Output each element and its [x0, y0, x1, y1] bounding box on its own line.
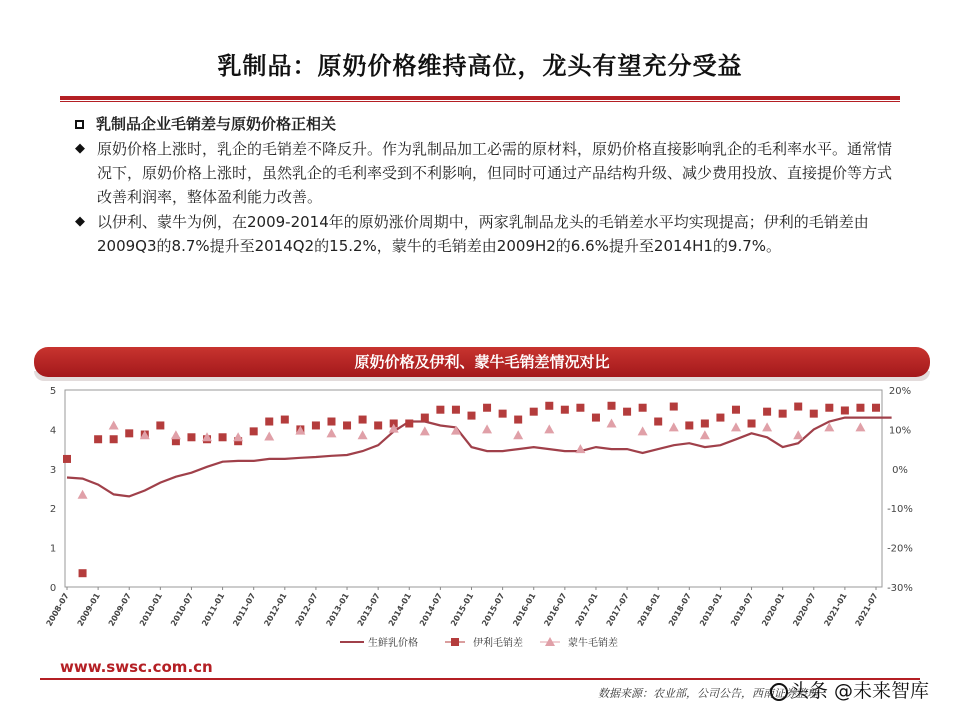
point-yili: [763, 408, 771, 416]
legend-swatch-square: [451, 638, 459, 646]
point-mengniu: [420, 426, 430, 435]
point-yili: [452, 406, 460, 414]
point-yili: [576, 404, 584, 412]
left-tick-label: 3: [49, 464, 57, 476]
title-underline-thin: [60, 101, 900, 102]
right-tick-label: 20%: [888, 386, 912, 397]
x-tick-label: 2008-07: [44, 591, 71, 628]
right-tick-label: -20%: [887, 543, 913, 555]
point-yili: [592, 414, 600, 422]
diamond-bullet-icon: ◆: [75, 214, 85, 229]
point-yili: [436, 406, 444, 414]
point-yili: [794, 403, 802, 411]
point-mengniu: [544, 424, 554, 433]
x-tick-label: 2021-01: [822, 591, 849, 628]
point-yili: [468, 412, 476, 420]
point-mengniu: [482, 424, 492, 433]
point-yili: [639, 404, 647, 412]
x-tick-label: 2015-01: [449, 591, 476, 628]
chart-banner: 原奶价格及伊利、蒙牛毛销差情况对比: [34, 347, 930, 377]
square-bullet-icon: [75, 120, 84, 129]
point-mengniu: [78, 490, 88, 499]
point-yili: [701, 419, 709, 427]
legend-label: 生鲜乳价格: [368, 638, 418, 649]
point-yili: [374, 421, 382, 429]
x-tick-label: 2021-07: [853, 591, 880, 628]
x-tick-label: 2020-07: [791, 591, 818, 628]
point-mengniu: [358, 430, 368, 439]
point-mengniu: [607, 418, 617, 427]
x-tick-label: 2018-07: [666, 591, 694, 628]
x-tick-label: 2010-01: [137, 591, 165, 628]
point-mengniu: [638, 426, 648, 435]
point-yili: [94, 435, 102, 443]
right-tick-label: -30%: [887, 583, 913, 594]
x-tick-label: 2010-07: [169, 591, 196, 628]
point-yili: [219, 433, 227, 441]
point-yili: [265, 418, 273, 426]
point-yili: [825, 404, 833, 412]
x-tick-label: 2011-07: [231, 591, 258, 628]
point-mengniu: [669, 422, 679, 431]
point-yili: [530, 408, 538, 416]
left-tick-label: 2: [49, 504, 57, 516]
point-yili: [856, 404, 864, 412]
left-tick-label: 5: [49, 386, 57, 397]
subtitle: 乳制品企业毛销差与原奶价格正相关: [96, 115, 337, 133]
point-mengniu: [793, 430, 803, 439]
x-tick-label: 2018-01: [635, 591, 662, 628]
x-tick-label: 2015-07: [480, 591, 507, 628]
point-mengniu: [171, 430, 181, 439]
point-yili: [810, 410, 818, 418]
point-yili: [187, 433, 195, 441]
x-tick-label: 2012-07: [293, 591, 320, 628]
point-yili: [623, 408, 631, 416]
content-block: [75, 112, 905, 258]
right-tick-label: -10%: [887, 504, 913, 516]
right-tick-label: 10%: [888, 425, 912, 437]
point-yili: [125, 429, 133, 437]
point-yili: [359, 416, 367, 424]
point-yili: [872, 404, 880, 412]
footer-url[interactable]: www.swsc.com.cn: [60, 658, 213, 676]
point-mengniu: [700, 430, 710, 439]
point-yili: [685, 421, 693, 429]
right-tick-label: 0%: [892, 464, 908, 476]
legend-label: 蒙牛毛销差: [568, 638, 618, 649]
paragraph-2-text: 以伊利、蒙牛为例，在2009-2014年的原奶涨价周期中，两家乳制品龙头的毛销差水平均实现提高；伊利的毛销差由2009Q3的8.7%提升至2014Q2的15.2%，蒙牛的毛销差由2009H2的6.6%提升至2014H1的9.7%。: [97, 213, 869, 255]
point-yili: [110, 435, 118, 443]
x-tick-label: 2013-01: [324, 591, 351, 628]
chart: [0, 380, 960, 660]
x-tick-label: 2012-01: [262, 591, 289, 628]
point-yili: [545, 402, 553, 410]
left-tick-label: 4: [49, 425, 57, 437]
x-tick-label: 2009-01: [75, 591, 102, 628]
point-mengniu: [233, 432, 243, 441]
left-tick-label: 0: [49, 583, 57, 594]
x-tick-label: 2019-01: [698, 591, 725, 628]
point-yili: [63, 455, 71, 463]
point-mengniu: [762, 422, 772, 431]
point-yili: [156, 421, 164, 429]
point-yili: [312, 421, 320, 429]
point-yili: [250, 427, 258, 435]
paragraph-1: [75, 137, 905, 209]
point-yili: [732, 406, 740, 414]
point-mengniu: [264, 431, 274, 440]
point-yili: [421, 414, 429, 422]
point-yili: [608, 402, 616, 410]
point-yili: [841, 406, 849, 414]
paragraph-1-text: 原奶价格上涨时，乳企的毛销差不降反升。作为乳制品加工必需的原材料，原奶价格直接影响乳企的毛利率水平。通常情况下，原奶价格上涨时，虽然乳企的毛利率受到不利影响，但同时可通过产品结构升级、减少费用投放、直接提价等方式改善利润率，整体盈利能力改善。: [97, 140, 893, 206]
point-mengniu: [731, 422, 741, 431]
title-underline: [60, 96, 900, 100]
page-title: 乳制品：原奶价格维持高位，龙头有望充分受益: [217, 52, 743, 80]
watermark-icon: [770, 683, 788, 701]
point-mengniu: [326, 428, 336, 437]
point-mengniu: [513, 430, 523, 439]
x-tick-label: 2020-01: [760, 591, 787, 628]
point-yili: [670, 403, 678, 411]
x-tick-label: 2016-01: [511, 591, 538, 628]
point-yili: [748, 419, 756, 427]
point-yili: [483, 404, 491, 412]
point-yili: [779, 410, 787, 418]
point-mengniu: [109, 420, 119, 429]
left-tick-label: 1: [49, 543, 57, 555]
x-tick-label: 2014-07: [417, 591, 445, 628]
x-tick-label: 2019-07: [729, 591, 756, 628]
diamond-bullet-icon: ◆: [75, 141, 85, 156]
point-yili: [343, 421, 351, 429]
x-tick-label: 2009-07: [106, 591, 133, 628]
x-tick-label: 2011-01: [200, 591, 227, 628]
point-mengniu: [575, 444, 585, 453]
watermark-text: 头条 @未来智库: [790, 680, 930, 702]
x-tick-label: 2017-07: [604, 591, 631, 628]
point-yili: [281, 416, 289, 424]
point-yili: [716, 414, 724, 422]
point-yili: [654, 418, 662, 426]
x-tick-label: 2014-01: [386, 591, 414, 628]
x-tick-label: 2016-07: [542, 591, 569, 628]
x-tick-label: 2013-07: [355, 591, 382, 628]
point-yili: [327, 418, 335, 426]
source-note: 数据来源：农业部，公司公告，西南证券整理: [598, 687, 818, 700]
legend-label: 伊利毛销差: [473, 638, 523, 649]
paragraph-2: [75, 210, 905, 258]
point-yili: [79, 569, 87, 577]
point-yili: [499, 410, 507, 418]
point-yili: [514, 416, 522, 424]
point-mengniu: [855, 422, 865, 431]
x-tick-label: 2017-01: [573, 591, 600, 628]
watermark: [770, 676, 929, 703]
point-yili: [561, 406, 569, 414]
subtitle-row: [75, 112, 905, 136]
point-yili: [405, 419, 413, 427]
